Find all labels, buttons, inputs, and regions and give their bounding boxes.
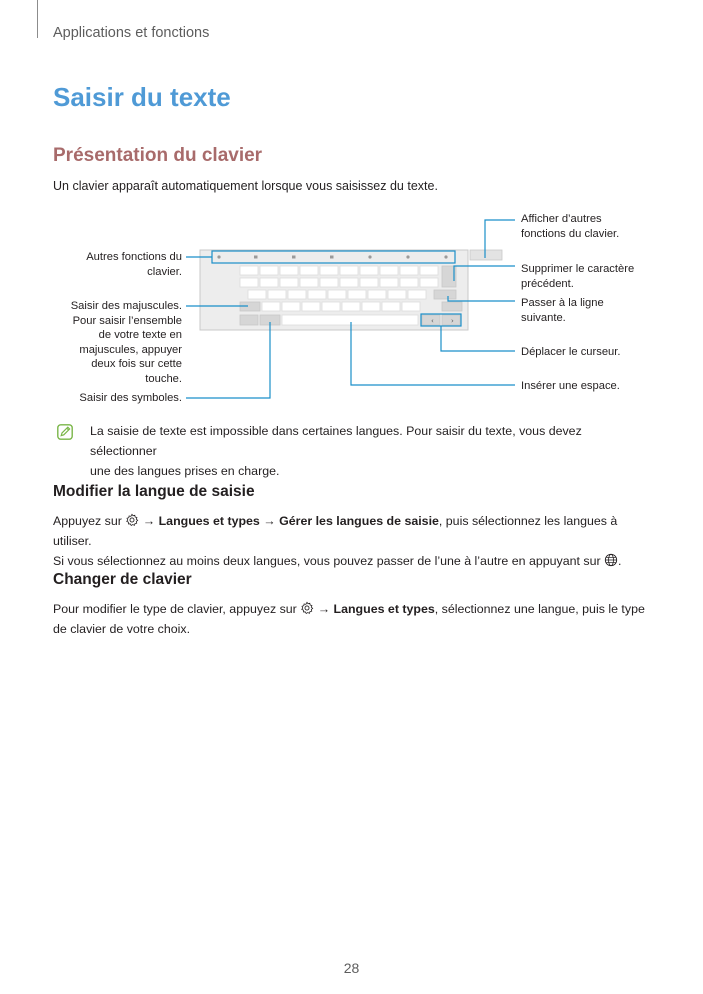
- menu-path-manage-languages: Gérer les langues de saisie: [279, 514, 439, 528]
- callout-shift: [40, 299, 182, 387]
- callout-symbols: Saisir des symboles.: [79, 392, 182, 404]
- paragraph-line: de clavier de votre choix.: [53, 622, 191, 636]
- callout-line: Pour saisir l’ensemble: [72, 314, 182, 327]
- text-run: →: [139, 514, 159, 528]
- text-run: →: [259, 514, 280, 528]
- note-line: La saisie de texte est impossible dans certaines langues. Pour saisir du texte, vous devez sélectionner: [90, 424, 582, 458]
- callout-line: deux fois sur cette: [91, 358, 182, 371]
- menu-path-languages: Langues et types: [158, 514, 260, 528]
- modify-language-heading: Modifier la langue de saisie: [53, 483, 255, 500]
- callout-line: touche.: [145, 372, 182, 385]
- page-title: Saisir du texte: [53, 82, 231, 112]
- svg-text:‹: ‹: [431, 317, 434, 325]
- callout-line: Saisir des majuscules.: [70, 300, 182, 312]
- text-run: , puis sélectionnez les langues à utiliser.: [53, 514, 618, 548]
- callout-line: Passer à la ligne: [521, 297, 604, 309]
- paragraph-line: [53, 551, 653, 571]
- callout-space: Insérer une espace.: [521, 380, 620, 392]
- note-line: une des langues prises en charge.: [90, 464, 280, 478]
- menu-path-languages: Langues et types: [333, 602, 435, 616]
- paragraph-line: [53, 599, 653, 619]
- change-keyboard-heading: Changer de clavier: [53, 571, 192, 588]
- callout-line: suivante.: [521, 311, 566, 324]
- overview-intro: Un clavier apparaît automatiquement lorsque vous saisissez du texte.: [53, 179, 438, 193]
- page-number: 28: [343, 960, 360, 976]
- settings-gear-icon: [300, 601, 314, 615]
- callout-delete: [521, 262, 634, 291]
- text-run: Appuyez sur: [53, 514, 126, 528]
- note-pencil-icon: [57, 424, 73, 440]
- callout-line: clavier.: [147, 265, 182, 278]
- space-bar: [282, 315, 418, 325]
- callout-more-functions: [521, 212, 619, 241]
- callout-line: Afficher d’autres: [521, 213, 602, 225]
- settings-gear-icon: [125, 513, 139, 527]
- callout-line: majuscules, appuyer: [79, 343, 182, 356]
- section-header: Applications et fonctions: [53, 25, 210, 41]
- more-functions-tab: [470, 250, 502, 260]
- callout-cursor: Déplacer le curseur.: [521, 346, 621, 358]
- callout-line: précédent.: [521, 277, 574, 290]
- svg-text:›: ›: [451, 317, 454, 325]
- callout-line: fonctions du clavier.: [521, 227, 620, 240]
- text-run: .: [618, 554, 622, 568]
- callout-line: Autres fonctions du: [86, 251, 182, 263]
- overview-heading: Présentation du clavier: [53, 145, 263, 166]
- enter-key: [434, 290, 456, 299]
- callout-line: de votre texte en: [98, 329, 182, 342]
- modify-language-paragraph: [53, 511, 653, 571]
- paragraph-line: [53, 511, 653, 551]
- change-keyboard-paragraph: [53, 599, 653, 639]
- text-run: →: [314, 602, 334, 616]
- text-run: Si vous sélectionnez au moins deux langues, vous pouvez passer de l’une à l’autre en appuyant sur: [53, 554, 605, 568]
- globe-icon: [604, 553, 618, 567]
- callout-line: Supprimer le caractère: [521, 263, 635, 275]
- callout-other-functions: [40, 250, 182, 279]
- text-run: Pour modifier le type de clavier, appuyez sur: [53, 602, 301, 616]
- callout-enter: [521, 296, 604, 325]
- text-run: , sélectionnez une langue, puis le type: [434, 602, 645, 616]
- extra-key: [240, 315, 258, 325]
- note-text: [90, 421, 650, 481]
- misc-key: [442, 302, 462, 311]
